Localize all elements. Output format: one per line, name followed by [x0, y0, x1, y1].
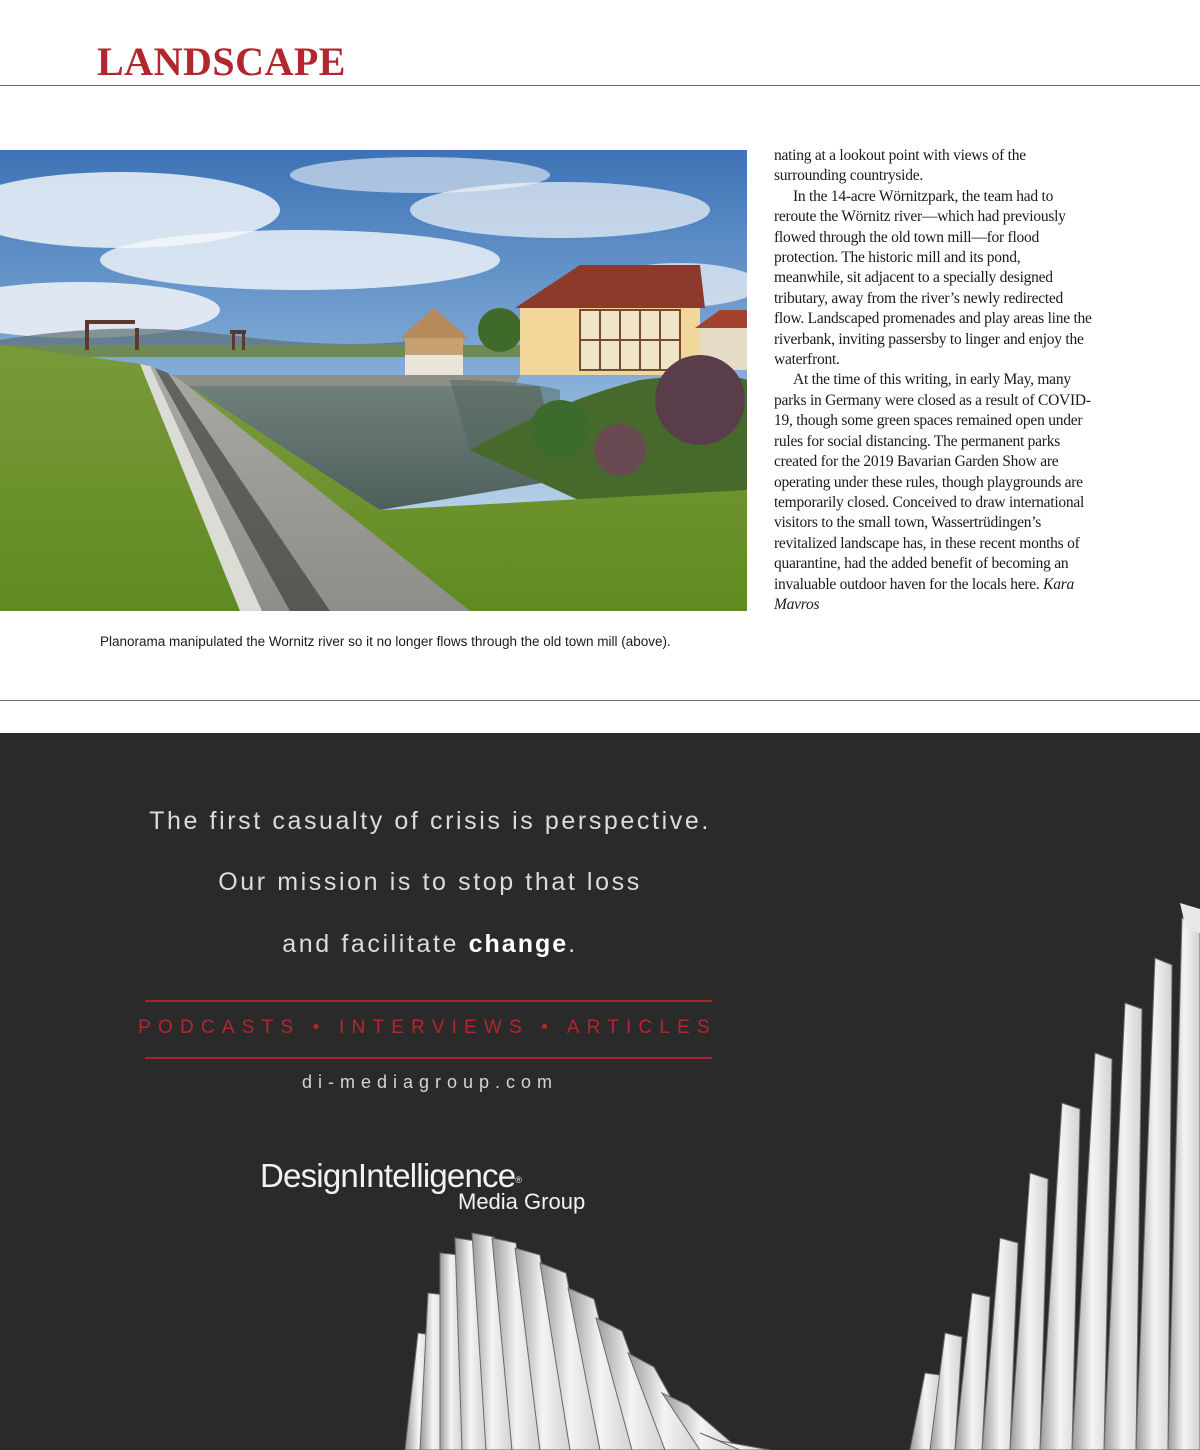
ad-website-link[interactable]: di-mediagroup.com: [301, 1072, 559, 1092]
article-paragraph: In the 14-acre Wörnitzpark, the team had to reroute the Wörnitz river—which had previously flowed through the old town mill—for flood protection. The historic mill and its pond, meanwhile, sit adjacent to a specially designed tributary, away from the river’s newly redirected flow. Landscaped promenades and play areas line the riverbank, inviting passersby to linger and enjoy the waterfront.: [774, 187, 1092, 369]
ad-red-rule-bottom: [145, 1057, 712, 1059]
photo-caption: Planorama manipulated the Wornitz river so it no longer flows through the old town mill (above).: [100, 634, 671, 649]
byline: Kara Mavros: [774, 575, 1074, 613]
brand-logo-subtitle: Media Group: [458, 1189, 586, 1214]
park-photo: [0, 150, 747, 611]
article-column: [774, 146, 1092, 615]
brand-name: DesignIntelligence: [260, 1157, 516, 1194]
ad-red-rule-top: [145, 1000, 712, 1002]
ad-headline-emphasis: change: [468, 930, 569, 958]
registered-mark: ®: [515, 1175, 522, 1185]
header-rule: [0, 85, 1200, 86]
ad-headline-line-3-text: and facilitate: [282, 930, 460, 958]
advertisement: [0, 733, 1200, 1450]
ad-headline-line-1: The first casualty of crisis is perspective.: [149, 807, 711, 835]
article-paragraph: [774, 370, 1092, 615]
ad-headline-line-2: Our mission is to stop that loss: [218, 868, 642, 896]
ad-headline-period: .: [568, 930, 578, 958]
article-paragraph: nating at a lookout point with views of the surrounding countryside.: [774, 147, 1026, 185]
ad-services-list: PODCASTS • INTERVIEWS • ARTICLES: [138, 1017, 717, 1038]
ad-headline-line-3: [0, 930, 860, 959]
footer-rule: [0, 700, 1200, 701]
section-title: LANDSCAPE: [97, 39, 346, 84]
article-paragraph-text: At the time of this writing, in early May, many parks in Germany were closed as a result of COVID-19, though some green spaces remained open under rules for social distancing. The permanent parks created for the 2019 Bavarian Garden Show are operating under these rules, though playgrounds are temporarily closed. Conceived to draw international visitors to the small town, Wassertrüdingen’s revitalized landscape has, in these recent months of quarantine, had the added benefit of becoming an invaluable outdoor haven for the locals here.: [774, 371, 1091, 593]
